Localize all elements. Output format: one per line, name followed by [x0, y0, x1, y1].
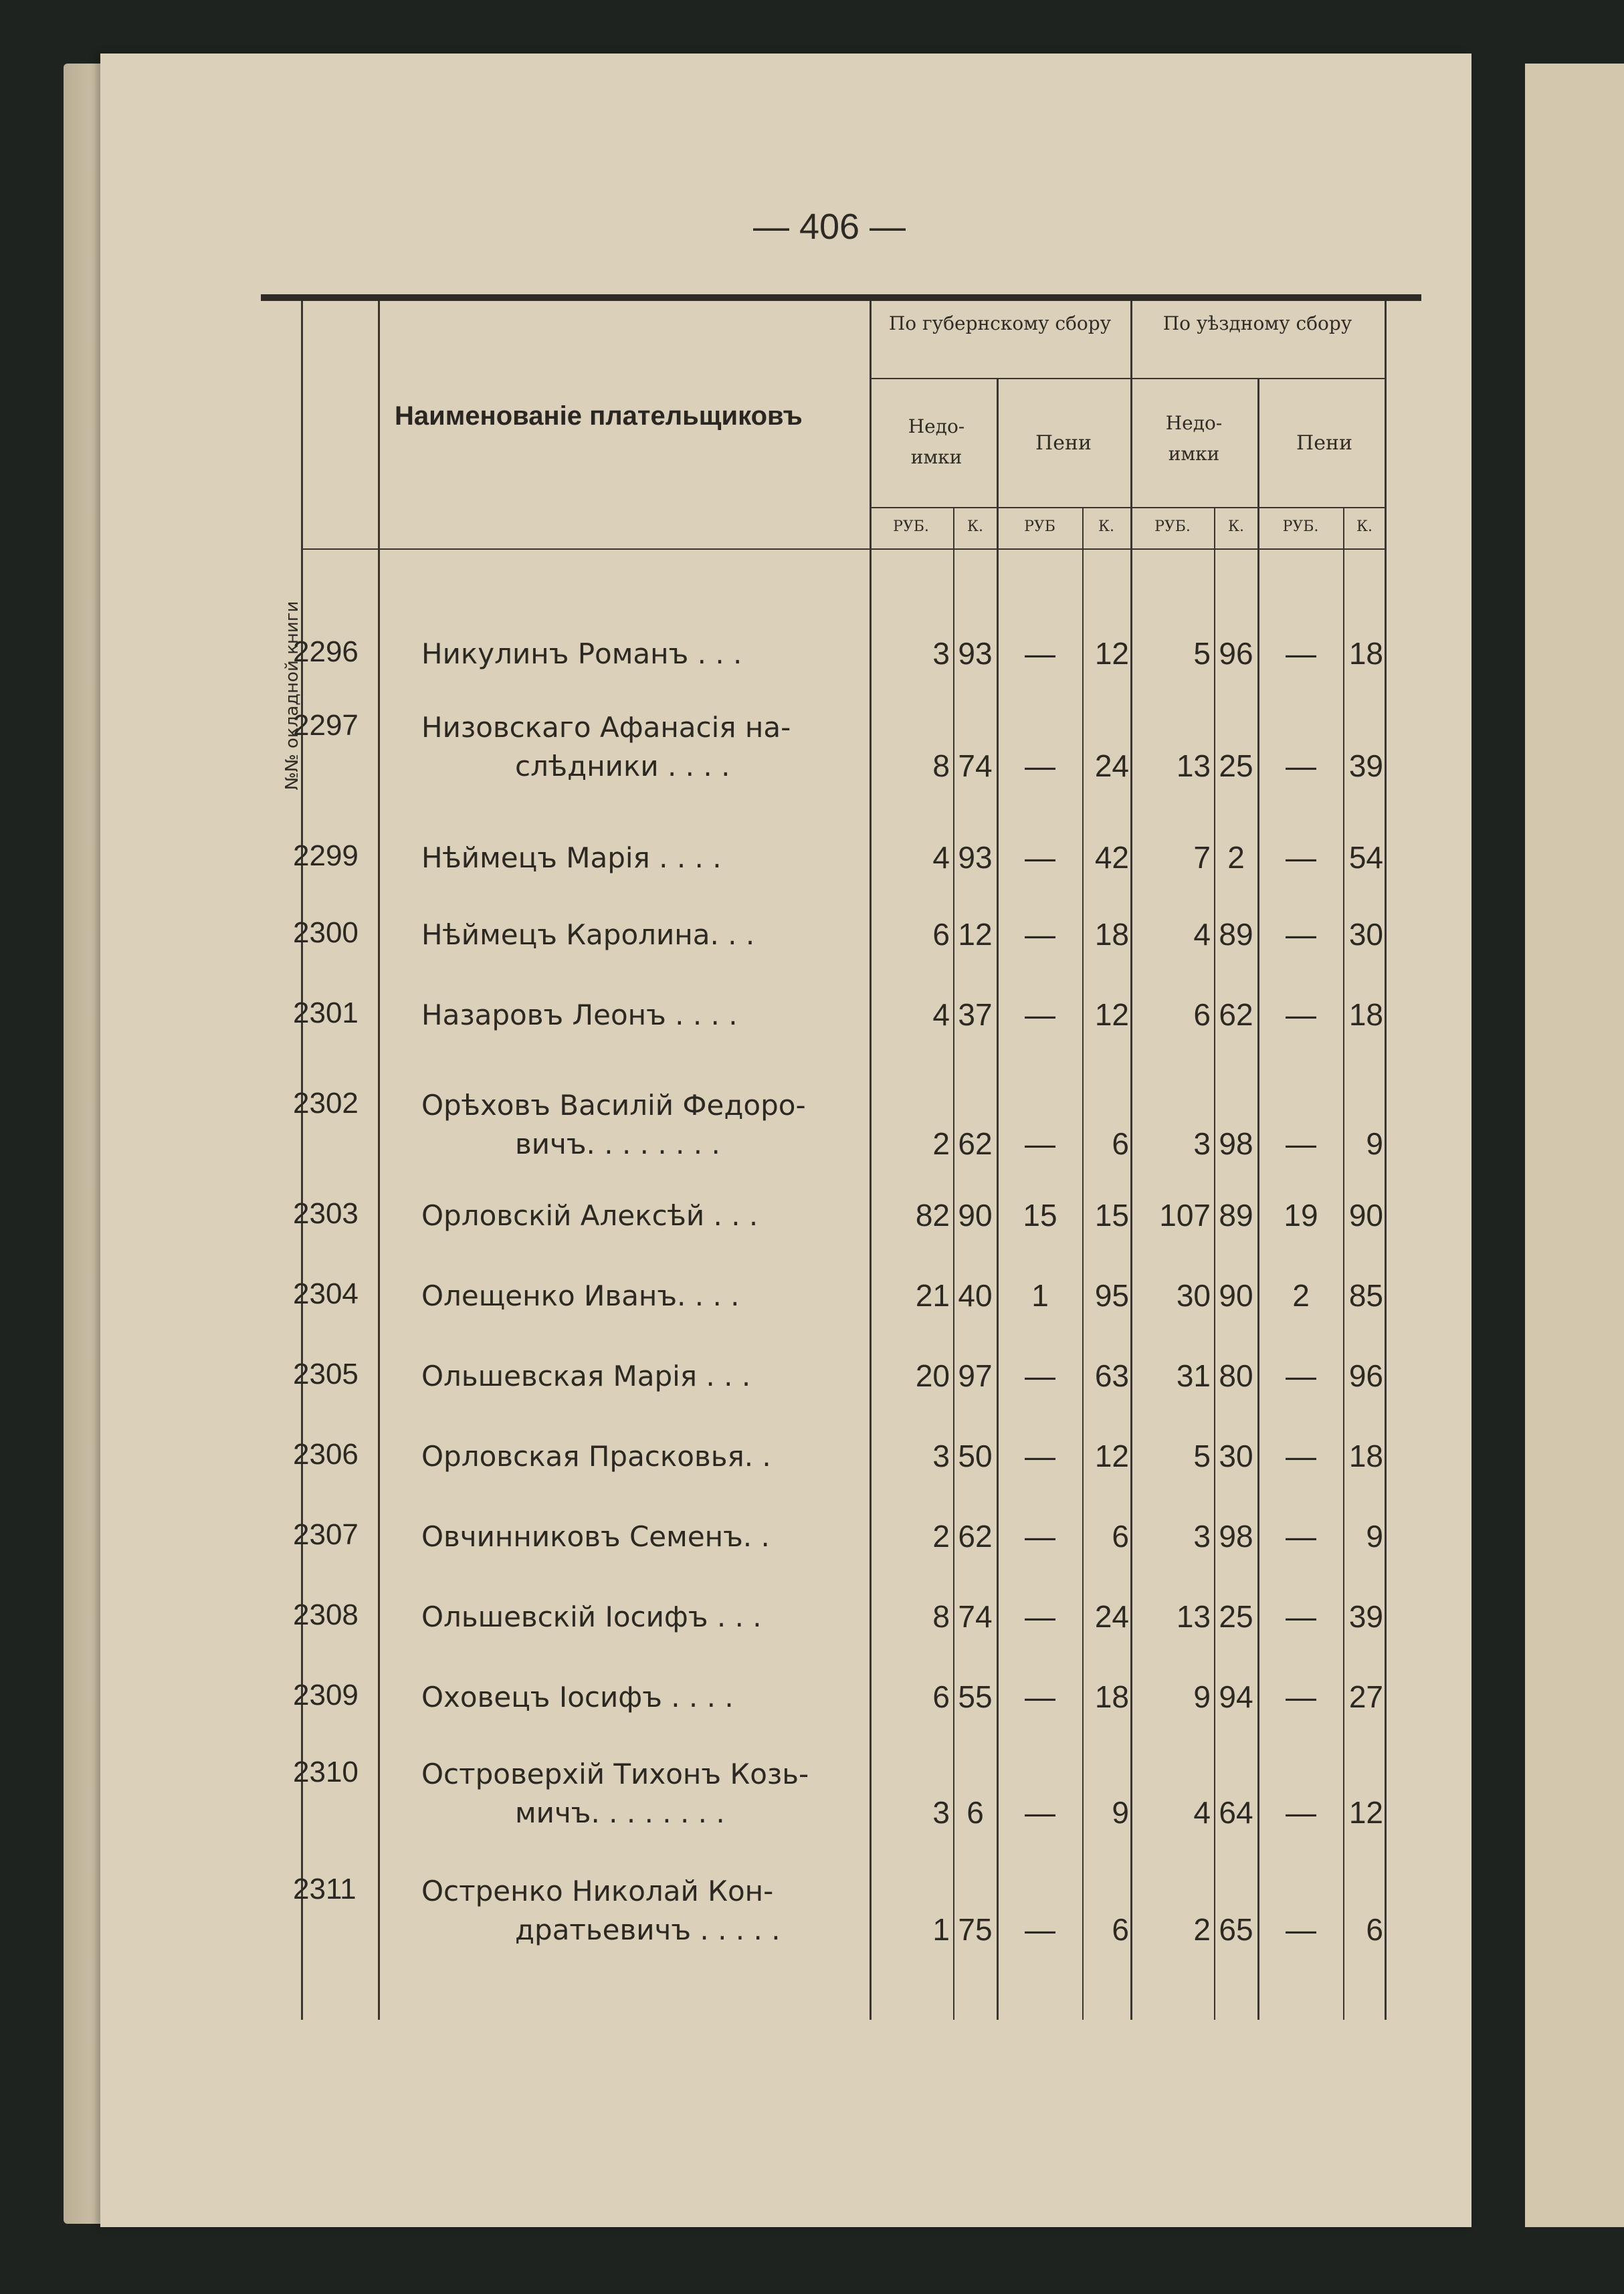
p-pen-r-value: —: [1025, 1126, 1055, 1161]
p-arr-r-value: 3: [932, 1795, 950, 1830]
book-number: 2299: [293, 839, 359, 872]
p-pen-r-value: —: [1025, 1358, 1055, 1393]
payer-name: Овчинниковъ Семенъ. .: [421, 1520, 770, 1553]
payer-name: Остренко Николай Кон-: [421, 1875, 774, 1907]
payer-name: дратьевичъ . . . . .: [515, 1913, 781, 1946]
d-pen-r-value: —: [1286, 1599, 1316, 1634]
header-rule: [301, 548, 1385, 550]
header-provincial: По губернскому сбору: [888, 312, 1112, 334]
d-pen-r-value: —: [1286, 1126, 1316, 1161]
d-pen-r-value: —: [1286, 997, 1316, 1032]
col-rule: [378, 301, 380, 2020]
d-arr-k-value: 80: [1219, 1358, 1253, 1393]
d-arr-k-value: 2: [1227, 840, 1245, 875]
p-pen-r-value: —: [1025, 1679, 1055, 1714]
col-rule: [1343, 508, 1344, 2020]
d-arr-r-value: 5: [1193, 1439, 1211, 1473]
col-rule: [870, 301, 872, 2020]
p-pen-k-value: 63: [1094, 1358, 1129, 1393]
p-pen-r-value: —: [1025, 1795, 1055, 1830]
p-pen-k-value: 6: [1112, 1912, 1129, 1947]
d-arr-r-value: 9: [1193, 1679, 1211, 1714]
book-number: 2300: [293, 916, 359, 949]
col-rule: [1214, 508, 1215, 2020]
col-rule: [953, 508, 954, 2020]
p-arr-k-value: 40: [958, 1278, 993, 1313]
d-arr-k-value: 89: [1219, 917, 1253, 952]
payer-name: Оховецъ Іосифъ . . . .: [421, 1681, 734, 1713]
p-arr-r-value: 6: [932, 917, 950, 952]
p-pen-k-value: 42: [1094, 840, 1129, 875]
d-arr-k-value: 98: [1219, 1519, 1253, 1554]
p-arr-k-value: 93: [958, 840, 993, 875]
d-pen-k-value: 18: [1348, 997, 1383, 1032]
p-pen-r-value: —: [1025, 1912, 1055, 1947]
p-pen-k-value: 12: [1094, 636, 1129, 671]
p-arr-k-value: 90: [958, 1198, 993, 1233]
p-pen-r-value: —: [1025, 997, 1055, 1032]
d-arr-k-value: 30: [1219, 1439, 1253, 1473]
d-pen-k-value: 12: [1348, 1795, 1383, 1830]
p-pen-r-value: —: [1025, 748, 1055, 783]
p-arr-k-value: 50: [958, 1439, 993, 1473]
payer-name: Ольшевскій Іосифъ . . .: [421, 1600, 762, 1633]
header-kop: К.: [1227, 518, 1245, 535]
col-rule: [1130, 301, 1132, 2020]
p-arr-k-value: 74: [958, 748, 993, 783]
d-pen-r-value: —: [1286, 1912, 1316, 1947]
payer-name: Никулинъ Романъ . . .: [421, 637, 742, 670]
d-arr-r-value: 7: [1193, 840, 1211, 875]
page-number: — 406 —: [752, 207, 906, 247]
payer-name: Низовскаго Афанасія на-: [421, 711, 791, 744]
d-arr-r-value: 107: [1159, 1198, 1211, 1233]
book-number: 2302: [293, 1087, 359, 1120]
p-arr-r-value: 2: [932, 1126, 950, 1161]
p-arr-r-value: 4: [932, 997, 950, 1032]
p-pen-k-value: 24: [1094, 748, 1129, 783]
d-pen-r-value: —: [1286, 840, 1316, 875]
p-pen-r-value: —: [1025, 636, 1055, 671]
book-number: 2297: [293, 709, 359, 742]
p-pen-r-value: —: [1025, 1439, 1055, 1473]
d-pen-r-value: —: [1286, 748, 1316, 783]
header-kop: К.: [967, 518, 984, 535]
payer-name: Островерхій Тихонъ Козь-: [421, 1758, 809, 1790]
payer-name: слѣдники . . . .: [515, 750, 730, 783]
d-pen-r-value: —: [1286, 1519, 1316, 1554]
col-rule: [1385, 301, 1387, 2020]
d-pen-r-value: —: [1286, 636, 1316, 671]
table-top-rule: [261, 294, 1421, 301]
header-payer-name: Наименованіе плательщиковъ: [395, 401, 803, 431]
p-pen-k-value: 6: [1112, 1126, 1129, 1161]
d-arr-k-value: 96: [1219, 636, 1253, 671]
p-arr-r-value: 6: [932, 1679, 950, 1714]
d-pen-k-value: 18: [1348, 636, 1383, 671]
p-pen-k-value: 18: [1094, 917, 1129, 952]
d-pen-k-value: 18: [1348, 1439, 1383, 1473]
d-arr-r-value: 3: [1193, 1519, 1211, 1554]
book-number: 2301: [293, 997, 359, 1029]
payer-name: Нѣймецъ Каролина. . .: [421, 918, 755, 951]
d-arr-k-value: 64: [1219, 1795, 1253, 1830]
p-pen-r-value: —: [1025, 1519, 1055, 1554]
d-arr-k-value: 90: [1219, 1278, 1253, 1313]
d-pen-k-value: 30: [1348, 917, 1383, 952]
p-arr-r-value: 3: [932, 636, 950, 671]
p-pen-k-value: 24: [1094, 1599, 1129, 1634]
p-pen-k-value: 95: [1094, 1278, 1129, 1313]
d-pen-k-value: 39: [1348, 748, 1383, 783]
p-pen-r-value: —: [1025, 917, 1055, 952]
header-book-number: №№ окладной книги: [282, 601, 302, 791]
p-arr-k-value: 75: [958, 1912, 993, 1947]
header-district: По уѣздному сбору: [1162, 312, 1352, 334]
d-pen-r-value: —: [1286, 1439, 1316, 1473]
d-arr-r-value: 31: [1176, 1358, 1211, 1393]
d-pen-r-value: —: [1286, 1358, 1316, 1393]
payer-name: Нѣймецъ Марія . . . .: [421, 841, 722, 874]
header-rub: РУБ.: [1154, 518, 1191, 535]
d-arr-r-value: 30: [1176, 1278, 1211, 1313]
payer-name: вичъ. . . . . . . .: [515, 1128, 720, 1160]
header-rub: РУБ: [1024, 518, 1055, 535]
d-arr-k-value: 98: [1219, 1126, 1253, 1161]
payer-name: Орловскій Алексѣй . . .: [421, 1199, 758, 1232]
d-arr-k-value: 25: [1219, 1599, 1253, 1634]
d-pen-k-value: 9: [1366, 1519, 1383, 1554]
book-number: 2304: [293, 1277, 359, 1310]
d-arr-r-value: 2: [1193, 1912, 1211, 1947]
col-rule: [997, 378, 999, 2020]
d-pen-k-value: 96: [1348, 1358, 1383, 1393]
d-pen-k-value: 27: [1348, 1679, 1383, 1714]
p-arr-r-value: 20: [915, 1358, 950, 1393]
header-rule: [870, 378, 1385, 379]
p-arr-r-value: 82: [915, 1198, 950, 1233]
d-arr-r-value: 13: [1176, 1599, 1211, 1634]
payer-name: Ольшевская Марія . . .: [421, 1360, 751, 1392]
payers-table: [261, 294, 1398, 2020]
header-penalty-district: Пени: [1296, 431, 1352, 455]
book-number: 2303: [293, 1197, 359, 1230]
header-kop: К.: [1098, 518, 1115, 535]
p-pen-r-value: 15: [1023, 1198, 1057, 1233]
payer-name: Назаровъ Леонъ . . . .: [421, 999, 738, 1031]
d-pen-k-value: 90: [1348, 1198, 1383, 1233]
header-penalty-provincial: Пени: [1035, 431, 1092, 455]
header-arrears-provincial: Недо- имки: [908, 415, 965, 468]
d-pen-k-value: 85: [1348, 1278, 1383, 1313]
d-pen-r-value: —: [1286, 917, 1316, 952]
p-arr-k-value: 6: [967, 1795, 984, 1830]
p-arr-r-value: 21: [915, 1278, 950, 1313]
header-rub: РУБ.: [1282, 518, 1319, 535]
p-arr-k-value: 93: [958, 636, 993, 671]
d-arr-r-value: 5: [1193, 636, 1211, 671]
p-arr-k-value: 62: [958, 1519, 993, 1554]
p-pen-k-value: 12: [1094, 997, 1129, 1032]
p-pen-r-value: 1: [1031, 1278, 1049, 1313]
book-number: 2305: [293, 1358, 359, 1390]
p-pen-k-value: 15: [1094, 1198, 1129, 1233]
book-number: 2308: [293, 1598, 359, 1631]
p-arr-r-value: 2: [932, 1519, 950, 1554]
p-arr-k-value: 74: [958, 1599, 993, 1634]
book-number: 2306: [293, 1438, 359, 1471]
facing-page: [1525, 64, 1624, 2227]
p-arr-k-value: 12: [958, 917, 993, 952]
book-number: 2311: [293, 1873, 357, 1905]
d-pen-r-value: 19: [1284, 1198, 1318, 1233]
p-arr-k-value: 37: [958, 997, 993, 1032]
book-number: 2309: [293, 1679, 359, 1711]
d-pen-r-value: —: [1286, 1795, 1316, 1830]
book-number: 2307: [293, 1518, 359, 1551]
d-arr-k-value: 94: [1219, 1679, 1253, 1714]
payer-name: Олещенко Иванъ. . . .: [421, 1279, 740, 1312]
p-arr-r-value: 3: [932, 1439, 950, 1473]
p-arr-k-value: 62: [958, 1126, 993, 1161]
d-arr-k-value: 65: [1219, 1912, 1253, 1947]
d-pen-k-value: 39: [1348, 1599, 1383, 1634]
payer-name: Орѣховъ Василій Федоро-: [421, 1089, 806, 1122]
d-arr-r-value: 6: [1193, 997, 1211, 1032]
d-arr-k-value: 89: [1219, 1198, 1253, 1233]
d-arr-r-value: 3: [1193, 1126, 1211, 1161]
p-arr-r-value: 8: [932, 1599, 950, 1634]
d-pen-k-value: 9: [1366, 1126, 1383, 1161]
d-arr-k-value: 25: [1219, 748, 1253, 783]
col-rule: [1082, 508, 1084, 2020]
header-kop: К.: [1356, 518, 1373, 535]
d-arr-k-value: 62: [1219, 997, 1253, 1032]
p-arr-r-value: 1: [932, 1912, 950, 1947]
p-pen-k-value: 18: [1094, 1679, 1129, 1714]
col-rule: [1257, 378, 1259, 2020]
d-arr-r-value: 13: [1176, 748, 1211, 783]
header-arrears-district: Недо- имки: [1165, 412, 1223, 465]
p-pen-r-value: —: [1025, 1599, 1055, 1634]
d-pen-r-value: —: [1286, 1679, 1316, 1714]
header-rule: [870, 507, 1385, 508]
payer-name: мичъ. . . . . . . .: [515, 1796, 725, 1829]
p-arr-k-value: 55: [958, 1679, 993, 1714]
d-pen-k-value: 54: [1348, 840, 1383, 875]
book-number: 2310: [293, 1756, 359, 1788]
p-arr-r-value: 8: [932, 748, 950, 783]
book-number: 2296: [293, 635, 359, 668]
p-pen-r-value: —: [1025, 840, 1055, 875]
d-pen-k-value: 6: [1366, 1912, 1383, 1947]
p-pen-k-value: 12: [1094, 1439, 1129, 1473]
p-arr-k-value: 97: [958, 1358, 993, 1393]
d-arr-r-value: 4: [1193, 1795, 1211, 1830]
payer-name: Орловская Прасковья. .: [421, 1440, 771, 1473]
d-pen-r-value: 2: [1292, 1278, 1310, 1313]
p-pen-k-value: 6: [1112, 1519, 1129, 1554]
d-arr-r-value: 4: [1193, 917, 1211, 952]
p-arr-r-value: 4: [932, 840, 950, 875]
header-rub: РУБ.: [893, 518, 929, 535]
p-pen-k-value: 9: [1112, 1795, 1129, 1830]
